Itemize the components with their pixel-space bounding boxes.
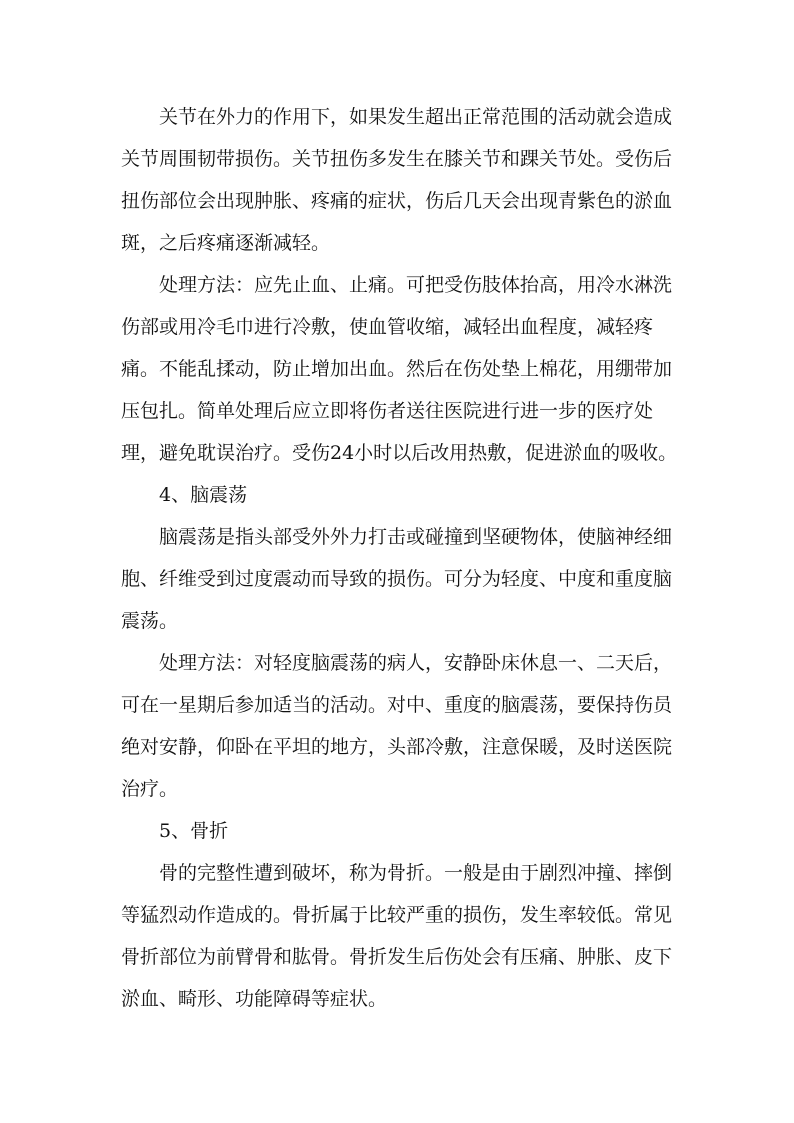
text-line: 脑震荡是指头部受外外力打击或碰撞到坚硬物体，使脑神经细 <box>159 526 673 548</box>
text-line: 关节在外力的作用下，如果发生超出正常范围的活动就会造成 <box>159 106 673 128</box>
text-line: 骨的完整性遭到破坏，称为骨折。一般是由于剧烈冲撞、摔倒 <box>159 862 673 884</box>
text-line: 斑，之后疼痛逐渐减轻。 <box>121 232 331 254</box>
section-heading: 4、脑震荡 <box>159 484 248 506</box>
text-line: 处理方法：对轻度脑震荡的病人，安静卧床休息一、二天后， <box>159 652 673 674</box>
text-line: 压包扎。简单处理后应立即将伤者送往医院进行进一步的医疗处 <box>121 400 654 422</box>
text-line: 绝对安静，仰卧在平坦的地方，头部冷敷，注意保暖，及时送医院 <box>121 736 673 758</box>
text-line: 关节周围韧带损伤。关节扭伤多发生在膝关节和踝关节处。受伤后 <box>121 148 673 170</box>
section-heading: 5、骨折 <box>159 820 229 842</box>
text-line: 扭伤部位会出现肿胀、疼痛的症状，伤后几天会出现青紫色的淤血 <box>121 190 673 212</box>
text-line: 胞、纤维受到过度震动而导致的损伤。可分为轻度、中度和重度脑 <box>121 568 673 590</box>
text-line: 骨折部位为前臂骨和肱骨。骨折发生后伤处会有压痛、肿胀、皮下 <box>121 946 673 968</box>
text-line: 淤血、畸形、功能障碍等症状。 <box>121 988 388 1010</box>
text-line: 治疗。 <box>121 778 179 800</box>
text-line: 可在一星期后参加适当的活动。对中、重度的脑震荡，要保持伤员 <box>121 694 673 716</box>
text-line: 处理方法：应先止血、止痛。可把受伤肢体抬高，用冷水淋洗 <box>159 274 673 296</box>
text-line: 震荡。 <box>121 610 179 632</box>
text-line: 理，避免耽误治疗。受伤24小时以后改用热敷，促进淤血的吸收。 <box>121 442 678 464</box>
text-line: 等猛烈动作造成的。骨折属于比较严重的损伤，发生率较低。常见 <box>121 904 673 926</box>
text-line: 伤部或用冷毛巾进行冷敷，使血管收缩，减轻出血程度，减轻疼 <box>121 316 654 338</box>
text-line: 痛。不能乱揉动，防止增加出血。然后在伤处垫上棉花，用绷带加 <box>121 358 673 380</box>
